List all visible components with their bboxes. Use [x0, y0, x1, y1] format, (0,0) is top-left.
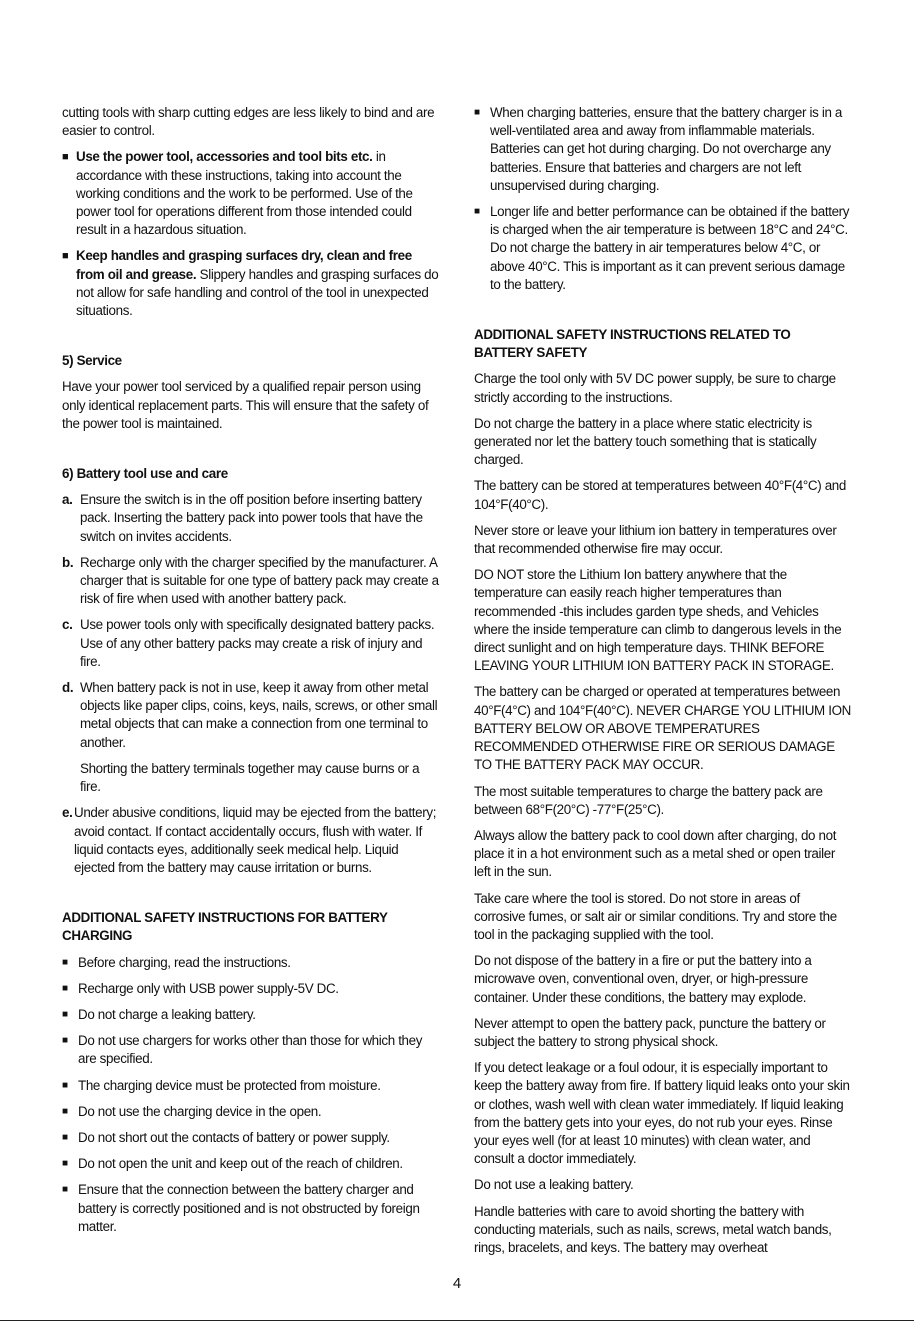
lettered-item-c: [62, 616, 440, 671]
section-heading-service: 5) Service: [62, 353, 122, 369]
list-item: ■ Do not short out the contacts of battery or power supply.: [62, 1129, 440, 1147]
section-heading-battery-safety: ADDITIONAL SAFETY INSTRUCTIONS RELATED TO BATTERY SAFETY: [474, 327, 791, 361]
lettered-item-e: [62, 804, 440, 877]
list-item: ■ The charging device must be protected from moisture.: [62, 1077, 440, 1095]
list-item: ■ Recharge only with USB power supply-5V DC.: [62, 980, 440, 998]
list-item: ■ Longer life and better performance can be obtained if the battery is charged when the air temperature is between 18°C and 24°C. Do not charge the battery in air temperatures below 4°C, or above 40°C. This is important as it can prevent serious damage to the battery.: [474, 203, 852, 294]
service-paragraph: Have your power tool serviced by a qualified repair person using only identical replacement parts. This will ensure that the safety of the power tool is maintained.: [62, 379, 429, 431]
list-item: ■ Before charging, read the instructions.: [62, 954, 440, 972]
paragraph: If you detect leakage or a foul odour, it is especially important to keep the battery away from fire. If battery liquid leaks onto your skin or clothes, wash well with clean water immediately. If liquid leaking from the battery gets into your eyes, do not rub your eyes. Rinse your eyes well (for at least 10 minutes) with clean water, and consult a doctor immediately.: [474, 1060, 850, 1167]
list-item: ■ Do not open the unit and keep out of the reach of children.: [62, 1155, 440, 1173]
square-bullet-icon: ■: [62, 1131, 68, 1143]
item-text: Ensure the switch is in the off position before inserting battery pack. Inserting the battery pack into power tools that have the switch on invites accidents.: [80, 492, 423, 544]
square-bullet-icon: ■: [474, 206, 480, 218]
paragraph: Handle batteries with care to avoid shorting the battery with conducting materials, such as nails, screws, metal watch bands, rings, bracelets, and keys. The battery may overheat: [474, 1203, 832, 1255]
item-text: Under abusive conditions, liquid may be ejected from the battery; avoid contact. If contact accidentally occurs, flush with water. If liquid contacts eyes, additionally seek medical help. Liquid ejected from the battery may cause irritation or burns.: [74, 805, 437, 875]
item-label: e.: [62, 805, 73, 821]
bullet-bold-lead: Use the power tool, accessories and tool bits etc.: [76, 149, 373, 165]
square-bullet-icon: ■: [62, 1184, 68, 1196]
lettered-item-d: [62, 679, 440, 752]
right-column: [474, 104, 852, 1265]
list-item: ■ When charging batteries, ensure that the battery charger is in a well-ventilated area and away from inflammable materials. Batteries can get hot during charging. Do not overcharge any batteries. Ensure that batteries and chargers are not left unsupervised during charging.: [474, 104, 852, 195]
bullet-item: [62, 148, 440, 239]
bullet-bold-lead: Keep handles and grasping surfaces dry, clean and free from oil and grease.: [76, 248, 412, 282]
item-text: Use power tools only with specifically designated battery packs. Use of any other battery packs may create a risk of injury and fire.: [80, 617, 435, 669]
bullet-text: Slippery handles and grasping surfaces do not allow for safe handling and control of the tool in unexpected situations.: [76, 266, 439, 319]
paragraph: Take care where the tool is stored. Do not store in areas of corrosive fumes, or salt air or similar conditions. Try and store the tool in the packaging supplied with the tool.: [474, 890, 837, 942]
lettered-item-a: [62, 491, 440, 546]
square-bullet-icon: ■: [62, 1035, 68, 1047]
item-text: When battery pack is not in use, keep it away from other metal objects like paper clips, coins, keys, nails, screws, or other small metal objects that can make a connection from one terminal to another.: [80, 680, 438, 750]
section-heading-battery-use: 6) Battery tool use and care: [62, 466, 228, 482]
list-item: ■ Do not charge a leaking battery.: [62, 1006, 440, 1024]
bottom-divider: [0, 1320, 914, 1321]
square-bullet-icon: ■: [62, 982, 68, 994]
paragraph: Never attempt to open the battery pack, puncture the battery or subject the battery to strong physical shock.: [474, 1015, 826, 1049]
paragraph: Do not use a leaking battery.: [474, 1177, 634, 1193]
section-heading-charging: ADDITIONAL SAFETY INSTRUCTIONS FOR BATTERY CHARGING: [62, 910, 388, 944]
page-number: 4: [452, 1275, 462, 1292]
paragraph: The battery can be charged or operated at temperatures between 40°F(4°C) and 104°F(40°C). NEVER CHARGE YOU LITHIUM ION BATTERY BELOW OR ABOVE TEMPERATURES RECOMMENDED OTHERWISE FIRE OR SERIOUS DAMAGE TO THE BATTERY PACK MAY OCCUR.: [474, 684, 851, 773]
item-text: Recharge only with the charger specified by the manufacturer. A charger that is suitable for one type of battery pack may create a risk of fire when used with another battery pack.: [80, 554, 439, 607]
continued-paragraph: cutting tools with sharp cutting edges are less likely to bind and are easier to control.: [62, 105, 435, 139]
paragraph: Charge the tool only with 5V DC power supply, be sure to charge strictly according to the instructions.: [474, 371, 836, 405]
paragraph: Do not charge the battery in a place where static electricity is generated nor let the battery touch something that is statically charged.: [474, 415, 817, 468]
square-bullet-icon: ■: [62, 250, 69, 263]
paragraph: The most suitable temperatures to charge the battery pack are between 68°F(20°C) -77°F(25°C).: [474, 783, 823, 817]
item-label: d.: [62, 680, 74, 696]
left-column: [62, 104, 440, 1244]
charging-list: [62, 954, 440, 1236]
paragraph: DO NOT store the Lithium Ion battery anywhere that the temperature can easily reach higher temperatures than recommended -this includes garden type sheds, and Vehicles where the inside temperature can climb to dangerous levels in the direct sunlight and on high temperature days. THINK BEFORE LEAVING YOUR LITHIUM ION BATTERY PACK IN STORAGE.: [474, 567, 842, 674]
paragraph: Never store or leave your lithium ion battery in temperatures over that recommended otherwise fire may occur.: [474, 522, 837, 557]
square-bullet-icon: ■: [62, 151, 69, 164]
list-item: ■ Do not use chargers for works other than those for which they are specified.: [62, 1032, 440, 1068]
list-item: ■ Ensure that the connection between the battery charger and battery is correctly positioned and is not obstructed by foreign matter.: [62, 1181, 440, 1236]
item-label: a.: [62, 492, 73, 508]
paragraph: The battery can be stored at temperatures between 40°F(4°C) and 104°F(40°C).: [474, 478, 846, 512]
item-label: c.: [62, 617, 73, 633]
paragraph: Always allow the battery pack to cool down after charging, do not place it in a hot environment such as a metal shed or open trailer left in the sun.: [474, 827, 837, 880]
bullet-item: [62, 247, 440, 320]
lettered-item-b: [62, 554, 440, 609]
item-label: b.: [62, 554, 74, 570]
square-bullet-icon: ■: [474, 107, 480, 118]
item-d-note: Shorting the battery terminals together may cause burns or a fire.: [80, 760, 420, 795]
square-bullet-icon: ■: [62, 1008, 68, 1020]
charging-list-continued: [474, 104, 852, 294]
square-bullet-icon: ■: [62, 1158, 68, 1170]
paragraph: Do not dispose of the battery in a fire or put the battery into a microwave oven, conventional oven, dryer, or high-pressure container. Under these conditions, the battery may explode.: [474, 953, 812, 1005]
square-bullet-icon: ■: [62, 1079, 68, 1091]
square-bullet-icon: ■: [62, 1105, 68, 1117]
list-item: ■ Do not use the charging device in the open.: [62, 1103, 440, 1121]
bullet-text: in accordance with these instructions, taking into account the working conditions and the work to be performed. Use of the power tool for operations different from those intended could result in a hazardous situation.: [76, 149, 413, 238]
square-bullet-icon: ■: [62, 956, 68, 968]
